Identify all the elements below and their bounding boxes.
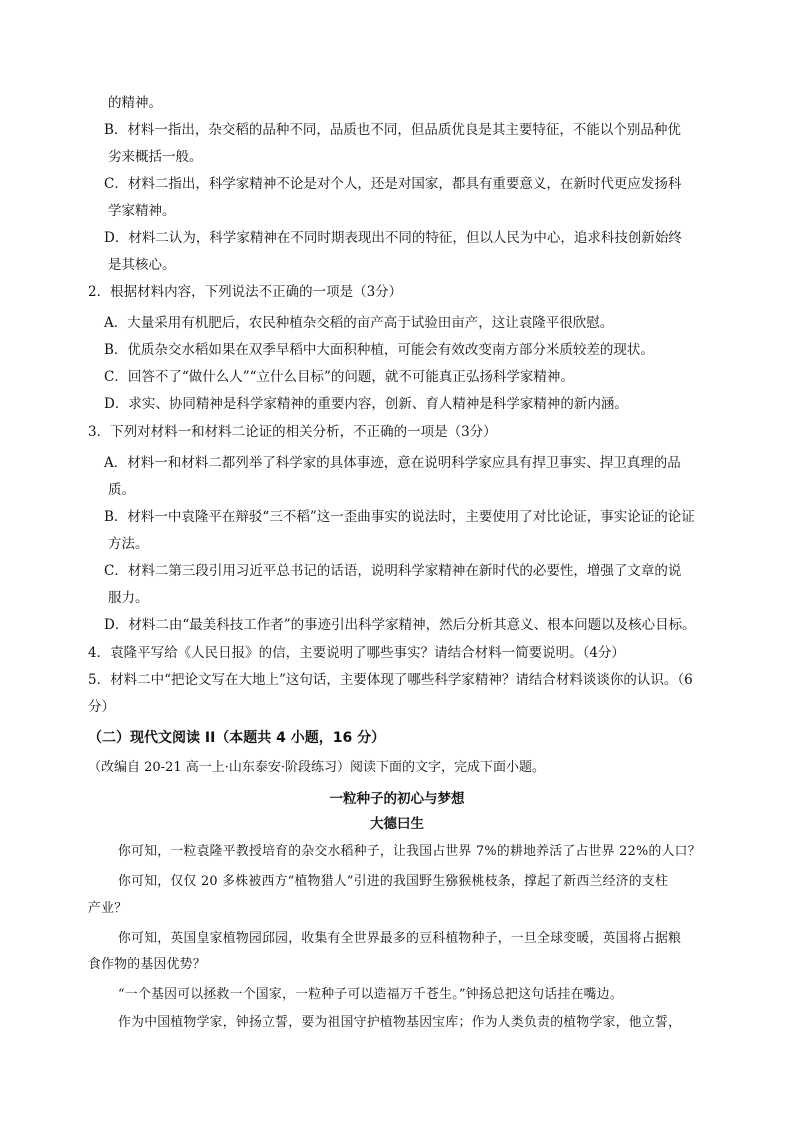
q1-option-d-line2: 是其核心。: [108, 257, 176, 273]
q3-option-a-line2: 质。: [108, 482, 135, 498]
q3-option-d: D．材料二由“最美科技工作者”的事迹引出科学家精神，然后分析其意义、根本问题以及核心目标。: [104, 617, 696, 633]
q3-option-c-line2: 服力。: [108, 590, 149, 606]
section-heading: （二）现代文阅读 II（本题共 4 小题，16 分）: [88, 730, 386, 746]
q3-option-b-line1: B．材料一中袁隆平在辩驳“三不稻”这一歪曲事实的说法时，主要使用了对比论证，事实论证的论证: [104, 509, 695, 525]
q5-stem-line2: 分）: [88, 699, 115, 715]
passage-paragraph-5: 作为中国植物学家，钟扬立誓，要为祖国守护植物基因宝库；作为人类负责的植物学家，他立誓，: [118, 1015, 682, 1030]
q1-option-c-line1: C．材料二指出，科学家精神不论是对个人，还是对国家，都具有重要意义，在新时代更应发扬科: [104, 176, 682, 192]
q2-stem: 2．根据材料内容，下列说法不正确的一项是（3分）: [88, 284, 403, 300]
passage-paragraph-4: “一个基因可以拯救一个国家，一粒种子可以造福万千苍生。”钟扬总把这句话挂在嘴边。: [118, 987, 623, 1002]
q5-stem-line1: 5．材料二中“把论文写在大地上”这句话，主要体现了哪些科学家精神？请结合材料谈谈你的认识。（6: [88, 672, 693, 688]
q3-stem: 3．下列对材料一和材料二论证的相关分析，不正确的一项是（3分）: [88, 424, 497, 440]
q2-option-d: D．求实、协同精神是科学家精神的重要内容，创新、育人精神是科学家精神的新内涵。: [104, 396, 628, 412]
passage-paragraph-3-line2: 食作物的基因优势？: [88, 957, 206, 972]
q3-option-c-line1: C．材料二第三段引用习近平总书记的话语，说明科学家精神在新时代的必要性，增强了文章的说: [104, 563, 682, 579]
q4-stem: 4．袁隆平写给《人民日报》的信，主要说明了哪些事实？请结合材料一简要说明。（4分）: [88, 645, 625, 661]
passage-paragraph-3-line1: 你可知，英国皇家植物园邱园，收集有全世界最多的豆科植物种子，一旦全球变暖，英国将占据粮: [118, 931, 682, 946]
passage-paragraph-2-line1: 你可知，仅仅 20 多株被西方“植物猎人”引进的我国野生猕猴桃枝条，撑起了新西兰经济的支柱: [118, 874, 669, 889]
q1-option-c-line2: 学家精神。: [108, 203, 176, 219]
q2-option-c: C．回答不了“做什么人”“立什么目标”的问题，就不可能真正弘扬科学家精神。: [104, 369, 574, 385]
q1-option-b-line1: B．材料一指出，杂交稻的品种不同，品质也不同，但品质优良是其主要特征，不能以个别品种优: [104, 122, 681, 138]
q1-option-a-tail: 的精神。: [108, 95, 162, 111]
passage-author: 大德曰生: [370, 816, 424, 832]
passage-title: 一粒种子的初心与梦想: [329, 791, 465, 807]
passage-paragraph-2-line2: 产业？: [88, 901, 128, 916]
q1-option-d-line1: D．材料二认为，科学家精神在不同时期表现出不同的特征，但以人民为中心，追求科技创新始终: [104, 230, 682, 246]
q2-option-a: A．大量采用有机肥后，农民种植杂交稻的亩产高于试验田亩产，这让袁隆平很欣慰。: [104, 315, 614, 331]
q1-option-b-line2: 劣来概括一般。: [108, 149, 203, 165]
passage-source: （改编自 20-21 高一上·山东泰安·阶段练习）阅读下面的文字，完成下面小题。: [88, 760, 546, 775]
q3-option-b-line2: 方法。: [108, 536, 149, 552]
q3-option-a-line1: A．材料一和材料二都列举了科学家的具体事迹，意在说明科学家应具有捍卫事实、捍卫真理的品: [104, 455, 681, 471]
q2-option-b: B．优质杂交水稻如果在双季早稻中大面积种植，可能会有效改变南方部分米质较差的现状。: [104, 342, 654, 358]
passage-paragraph-1: 你可知，一粒袁隆平教授培育的杂交水稻种子，让我国占世界 7%的耕地养活了占世界 22%的人口？: [118, 844, 701, 859]
